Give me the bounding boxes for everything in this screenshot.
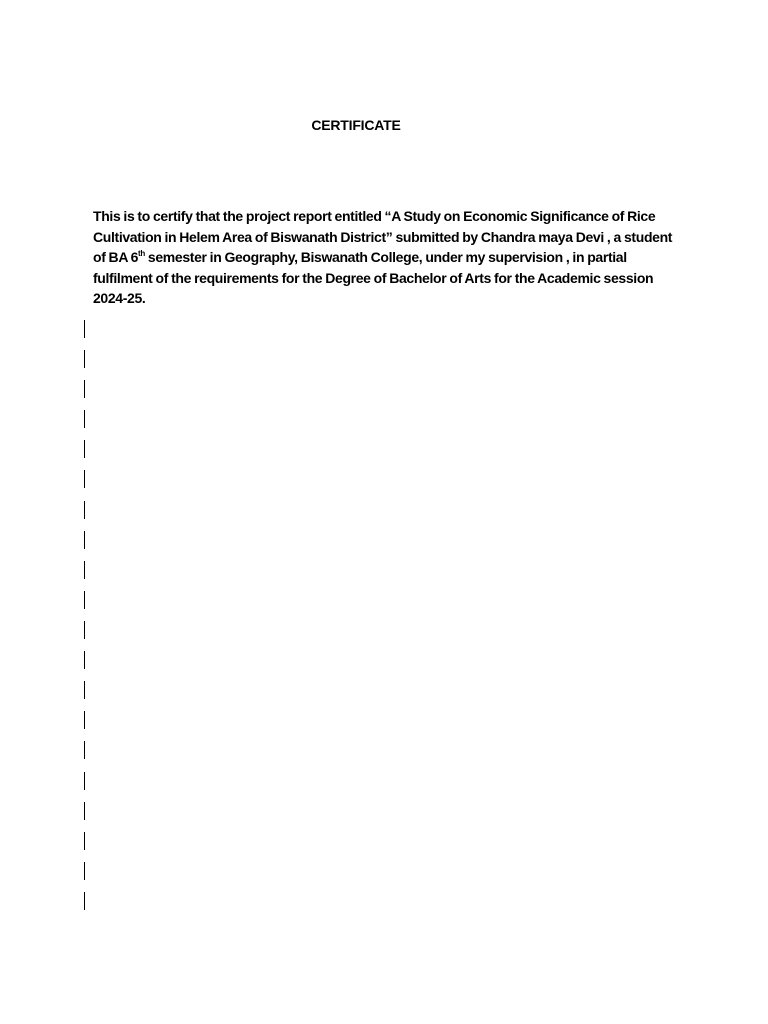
- line-marker: [84, 862, 86, 880]
- line-marker: [84, 591, 86, 609]
- line-marker: [84, 681, 86, 699]
- line-marker: [84, 651, 86, 669]
- line-marker: [84, 320, 86, 338]
- line-marker: [84, 410, 86, 428]
- line-marker: [84, 380, 86, 398]
- line-marker: [84, 501, 86, 519]
- line-marker: [84, 802, 86, 820]
- line-marker: [84, 531, 86, 549]
- line-marker: [84, 561, 86, 579]
- certificate-body-paragraph: [93, 206, 683, 309]
- paragraph-text-end: semester in Geography, Biswanath College, under my supervision , in partial fulfilment of the requirements for the Degree of Bachelor of Arts for the Academic session 2024-25.: [93, 249, 654, 307]
- certificate-title: CERTIFICATE: [311, 117, 401, 133]
- line-marker: [84, 772, 86, 790]
- line-marker: [84, 440, 86, 458]
- line-marker: [84, 832, 86, 850]
- line-marker: [84, 350, 86, 368]
- line-marker: [84, 741, 86, 759]
- line-marker: [84, 470, 86, 488]
- line-marker: [84, 621, 86, 639]
- line-marker: [84, 711, 86, 729]
- paragraph-text-start: This is to certify that the project report entitled “A Study on Economic Significance of Rice Cultivation in Helem Area of Biswanath District” submitted by Chandra maya Devi , a student of BA 6: [93, 208, 673, 266]
- ordinal-superscript: th: [138, 248, 145, 258]
- line-marker: [84, 892, 86, 910]
